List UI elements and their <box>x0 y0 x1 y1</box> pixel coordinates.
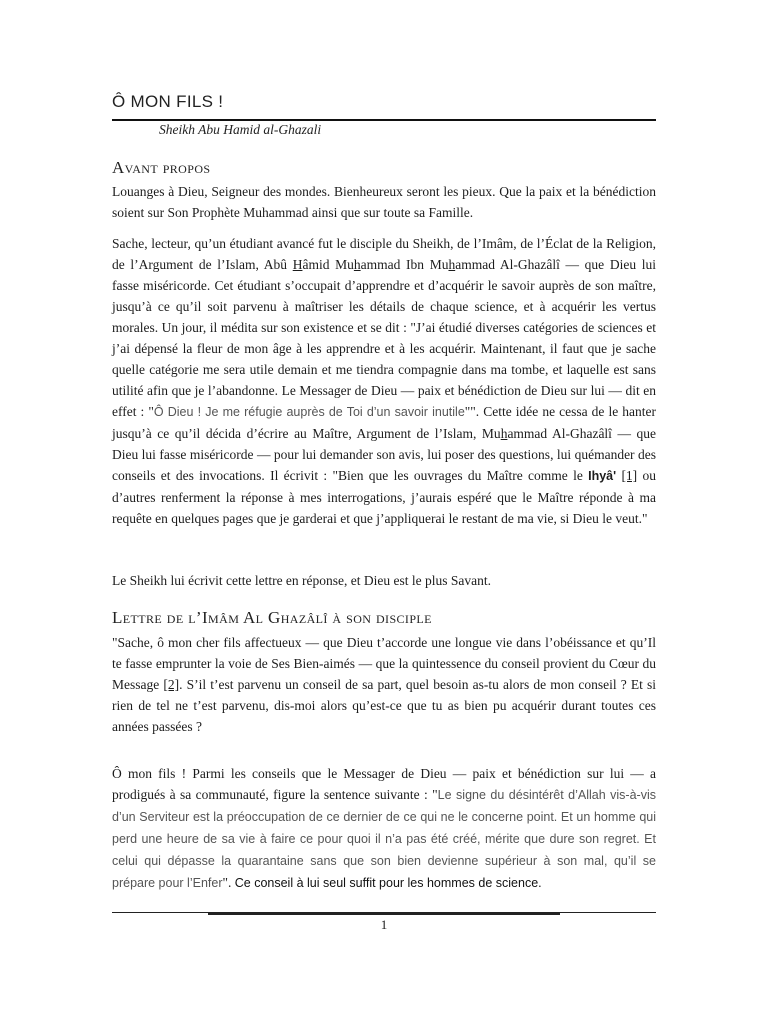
paragraph-5 <box>112 763 656 894</box>
paragraph-2-text-g: ou d’autres renferment la réponse à mes interrogations, j’aurais espéré que le Maître réponde à ma requête en quelques pages que je garderai et que j’appliquerai le restant de ma vie, si Dieu le veut." <box>112 468 656 526</box>
paragraph-1: Louanges à Dieu, Seigneur des mondes. Bienheureux seront les pieux. Que la paix et la bénédiction soient sur Son Prophète Muhammad ainsi que sur toute sa Famille. <box>112 184 656 220</box>
paragraph-4-text-b: . S’il t’est parvenu un conseil de sa part, quel besoin as-tu alors de mon conseil ? Et si rien de tel ne t’est parvenu, dis-moi alors qu’est-ce que tu as bien pu acquérir durant toutes ces années passées ? <box>112 677 657 734</box>
underlined-letter: h <box>448 257 456 272</box>
author-line: Sheikh Abu Hamid al-Ghazali <box>159 122 322 137</box>
paragraph-2-text-c: ammad Ibn Mu <box>360 257 449 272</box>
hadith-quote: Ô Dieu ! Je me réfugie auprès de Toi d’un savoir inutile <box>153 405 465 419</box>
book-title-ihya: Ihyâ' <box>588 469 617 483</box>
hadith-quote-2: Le signe du désintérêt d’Allah vis-à-vis d’un Serviteur est la préoccupation de ce dernier de ce qui ne le concerne point. Et un homme qui perd une heure de sa vie à faire ce pour quoi il n’a pas été créé, mérite que dure son regret. Et celui qui dépasse la quarantaine sans que son bien devienne supérieur à son mal, qu’il se prépare pour l’Enfer <box>112 788 656 890</box>
closing-sentence: Ce conseil à lui seul suffit pour les hommes de science. <box>234 876 542 890</box>
paragraph-2 <box>112 233 656 529</box>
underlined-letter: h <box>353 257 361 272</box>
document-title: Ô MON FILS ! <box>112 92 224 111</box>
paragraph-2-text-b: âmid Mu <box>302 257 354 272</box>
footer-rule-center <box>208 913 560 915</box>
title-rule <box>112 119 656 121</box>
paragraph-3: Le Sheikh lui écrivit cette lettre en réponse, et Dieu est le plus Savant. <box>112 573 492 588</box>
paragraph-2-text-f: ammad Al-Ghazâlî — que Dieu lui fasse miséricorde — pour lui demander son avis, lui poser des questions, lui quémander des conseils et des invocations. Il écrivit : "Bien que les ouvrages du Maître comme le <box>112 426 656 483</box>
footnote-link-2[interactable]: [2] <box>163 677 180 692</box>
underlined-letter: h <box>500 426 508 441</box>
paragraph-4 <box>112 632 656 737</box>
paragraph-2-text-a: Sache, lecteur, qu’un étudiant avancé fut le disciple du Sheikh, de l’Imâm, de l’Éclat de la Religion, de l’Argument de l’Islam, Abû <box>112 236 656 272</box>
paragraph-2-text-e: "". Cette idée ne cessa de le hanter jusqu’à ce qu’il décida d’écrire au Maître, Argument de l’Islam, Mu <box>112 404 656 441</box>
paragraph-4-text-a: "Sache, ô mon cher fils affectueux — que Dieu t’accorde une longue vie dans l’obéissance et qu’Il te fasse emprunter la voie de Ses Bien-aimés — que la quintessence du conseil provient du Cœur du Message <box>112 635 656 692</box>
paragraph-5-text-b: ". <box>222 875 235 890</box>
paragraph-5-text-a: Ô mon fils ! Parmi les conseils que le Messager de Dieu — paix et bénédiction sur lui — a prodigués à sa communauté, figure la sentence suivante : " <box>112 766 656 802</box>
page-number: 1 <box>380 917 388 932</box>
section-heading-lettre: Lettre de l’Imâm Al Ghazâlî à son disciple <box>112 608 432 627</box>
section-heading-avant-propos: Avant propos <box>112 158 211 177</box>
paragraph-2-text-d: ammad Al-Ghazâlî — que Dieu lui fasse miséricorde. Cet étudiant s’occupait d’apprendre et d’acquérir le savoir auprès de son maître, jusqu’à ce qu’il soit parvenu à maîtriser les détails de chaque science, et à acquérir les vertus morales. Un jour, il médita sur son existence et se dit : "J’ai étudié diverses catégories de sciences et j’ai dépensé la fleur de mon âge à les apprendre et à les acquérir. Maintenant, il faut que je sache quelle catégorie me sera utile demain et me tiendra compagnie dans ma tombe, et laquelle est sans utilité afin que je l’abandonne. Le Messager de Dieu — paix et bénédiction de Dieu sur lui — dit en effet : " <box>112 257 656 419</box>
footnote-link-1[interactable]: [1] <box>621 468 638 483</box>
underlined-letter: H <box>292 257 303 272</box>
